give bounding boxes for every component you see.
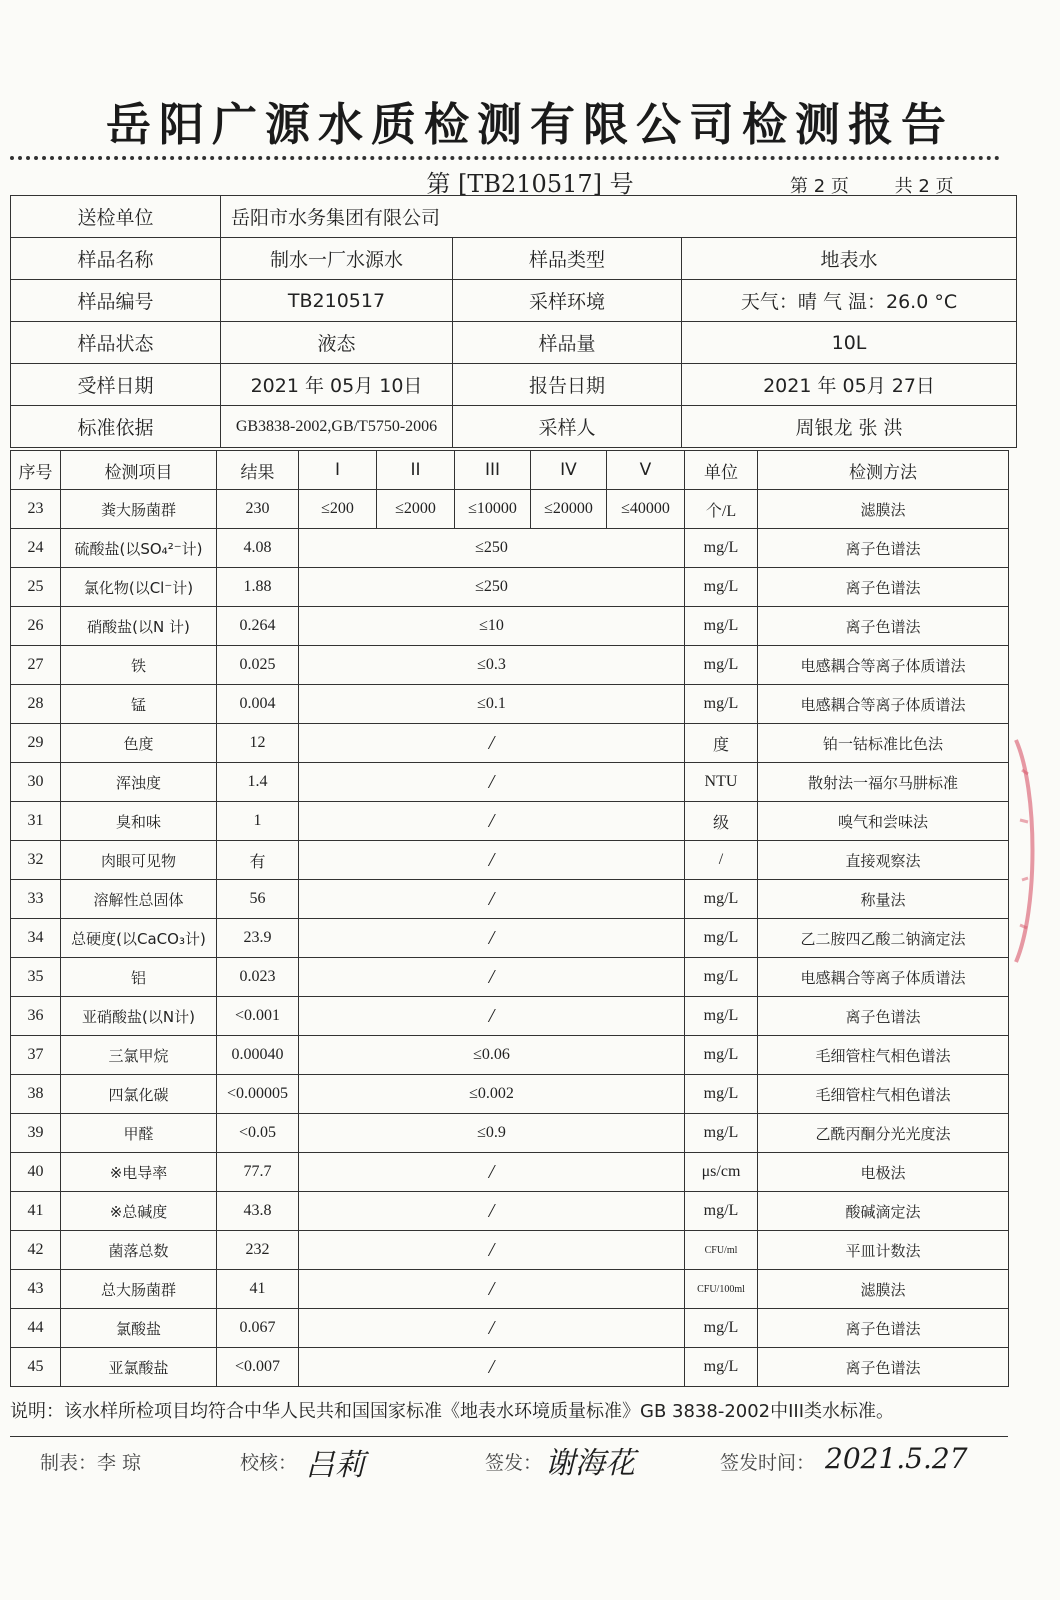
table-row (11, 529, 1009, 568)
row-result: 4.08 (217, 529, 299, 568)
table-row (11, 763, 1009, 802)
sampling-env-label: 采样环境 (453, 280, 682, 322)
row-unit: mg/L (685, 685, 758, 724)
table-row (11, 490, 1009, 529)
info-row-dates (11, 364, 1017, 406)
results-table (10, 450, 1009, 1387)
header-method: 检测方法 (758, 451, 1009, 490)
sample-type-value: 地表水 (682, 238, 1017, 280)
row-limit: / (299, 1231, 685, 1270)
sampling-env-value: 天气：晴 气 温：26.0 °C (682, 280, 1017, 322)
conclusion-note: 说明：该水样所检项目均符合中华人民共和国国家标准《地表水环境质量标准》GB 3838-2002中III类水标准。 (10, 1401, 895, 1422)
row-result: 77.7 (217, 1153, 299, 1192)
issue-time-label: 签发时间： (720, 1452, 816, 1474)
row-no: 40 (11, 1153, 61, 1192)
row-result: 0.004 (217, 685, 299, 724)
row-limit: / (299, 958, 685, 997)
row-result: 23.9 (217, 919, 299, 958)
row-unit: mg/L (685, 1192, 758, 1231)
header-result: 结果 (217, 451, 299, 490)
table-row (11, 1231, 1009, 1270)
title-divider (10, 156, 1000, 160)
row-limit: / (299, 841, 685, 880)
table-row (11, 724, 1009, 763)
row-item: 肉眼可见物 (61, 841, 217, 880)
row-limit: ≤0.1 (299, 685, 685, 724)
row-method: 离子色谱法 (758, 529, 1009, 568)
row-result: 12 (217, 724, 299, 763)
report-date-value: 2021 年 05月 27日 (682, 364, 1017, 406)
table-row (11, 1075, 1009, 1114)
table-row (11, 919, 1009, 958)
row-limit: ≤250 (299, 568, 685, 607)
row-result: <0.007 (217, 1348, 299, 1387)
header-class-5: V (607, 451, 685, 490)
unit-value: 岳阳市水务集团有限公司 (221, 196, 1017, 238)
row-no: 39 (11, 1114, 61, 1153)
seal-stamp-fragment (1008, 730, 1060, 970)
row-no: 26 (11, 607, 61, 646)
row-method: 散射法一福尔马肼标准 (758, 763, 1009, 802)
row-method: 称量法 (758, 880, 1009, 919)
row-result: 41 (217, 1270, 299, 1309)
table-row (11, 1270, 1009, 1309)
table-row (11, 1192, 1009, 1231)
row-item: 硫酸盐(以SO₄²⁻计) (61, 529, 217, 568)
table-row (11, 958, 1009, 997)
checked-by (240, 1448, 297, 1475)
row-no: 45 (11, 1348, 61, 1387)
info-row-code (11, 280, 1017, 322)
sample-state-value: 液态 (221, 322, 453, 364)
row-item: 亚硝酸盐(以N计) (61, 997, 217, 1036)
sample-amount-value: 10L (682, 322, 1017, 364)
sample-code-value: TB210517 (221, 280, 453, 322)
row-no: 37 (11, 1036, 61, 1075)
row-no: 23 (11, 490, 61, 529)
row-unit: mg/L (685, 919, 758, 958)
row-method: 电极法 (758, 1153, 1009, 1192)
row-item: ※电导率 (61, 1153, 217, 1192)
row-method: 铂一钴标准比色法 (758, 724, 1009, 763)
issued-label: 签发： (485, 1452, 543, 1474)
row-result: 0.067 (217, 1309, 299, 1348)
row-no: 31 (11, 802, 61, 841)
signature-divider (10, 1436, 1008, 1437)
row-result: 43.8 (217, 1192, 299, 1231)
row-item: 锰 (61, 685, 217, 724)
row-result: <0.001 (217, 997, 299, 1036)
row-result: 230 (217, 490, 299, 529)
row-no: 34 (11, 919, 61, 958)
row-limit-class-1: ≤200 (299, 490, 377, 529)
table-row (11, 1348, 1009, 1387)
sample-code-label: 样品编号 (11, 280, 221, 322)
prepared-by (40, 1448, 141, 1475)
prepared-label: 制表： (40, 1452, 98, 1474)
header-class-2: II (377, 451, 455, 490)
row-method: 乙二胺四乙酸二钠滴定法 (758, 919, 1009, 958)
row-method: 离子色谱法 (758, 1348, 1009, 1387)
receive-date-value: 2021 年 05月 10日 (221, 364, 453, 406)
info-row-name (11, 238, 1017, 280)
row-method: 电感耦合等离子体质谱法 (758, 646, 1009, 685)
standard-value: GB3838-2002,GB/T5750-2006 (221, 406, 453, 448)
table-row (11, 1114, 1009, 1153)
row-unit: 个/L (685, 490, 758, 529)
row-limit: / (299, 724, 685, 763)
row-limit: ≤0.3 (299, 646, 685, 685)
row-item: 溶解性总固体 (61, 880, 217, 919)
row-method: 离子色谱法 (758, 607, 1009, 646)
info-row-standard (11, 406, 1017, 448)
row-result: 0.025 (217, 646, 299, 685)
row-limit: / (299, 763, 685, 802)
report-number: 第 [TB210517] 号 (426, 170, 634, 198)
row-limit: / (299, 1348, 685, 1387)
row-unit: mg/L (685, 1348, 758, 1387)
header-item: 检测项目 (61, 451, 217, 490)
row-item: 三氯甲烷 (61, 1036, 217, 1075)
header-class-4: IV (531, 451, 607, 490)
row-no: 36 (11, 997, 61, 1036)
row-item: 四氯化碳 (61, 1075, 217, 1114)
row-no: 35 (11, 958, 61, 997)
row-item: 粪大肠菌群 (61, 490, 217, 529)
row-unit: mg/L (685, 880, 758, 919)
table-row (11, 841, 1009, 880)
issue-time-handwritten: 2021.5.27 (825, 1442, 968, 1475)
header-unit: 单位 (685, 451, 758, 490)
row-unit: mg/L (685, 1075, 758, 1114)
header-class-1: I (299, 451, 377, 490)
row-limit: / (299, 1192, 685, 1231)
header-class-3: III (455, 451, 531, 490)
row-item: 氯酸盐 (61, 1309, 217, 1348)
issue-time (720, 1448, 815, 1475)
table-row (11, 607, 1009, 646)
sample-info-table (10, 195, 1017, 448)
row-unit: CFU/ml (685, 1231, 758, 1270)
row-unit: mg/L (685, 607, 758, 646)
row-no: 28 (11, 685, 61, 724)
unit-label: 送检单位 (11, 196, 221, 238)
row-item: 亚氯酸盐 (61, 1348, 217, 1387)
sample-amount-label: 样品量 (453, 322, 682, 364)
sampler-label: 采样人 (453, 406, 682, 448)
report-date-label: 报告日期 (453, 364, 682, 406)
row-result: 1.88 (217, 568, 299, 607)
row-unit: CFU/100ml (685, 1270, 758, 1309)
table-row (11, 997, 1009, 1036)
row-limit: / (299, 919, 685, 958)
info-row-unit (11, 196, 1017, 238)
row-method: 嗅气和尝味法 (758, 802, 1009, 841)
row-unit: mg/L (685, 958, 758, 997)
row-limit-class-2: ≤2000 (377, 490, 455, 529)
row-limit: ≤0.002 (299, 1075, 685, 1114)
row-method: 离子色谱法 (758, 568, 1009, 607)
row-unit: μs/cm (685, 1153, 758, 1192)
row-item: 甲醛 (61, 1114, 217, 1153)
row-item: 硝酸盐(以N 计) (61, 607, 217, 646)
row-item: 浑浊度 (61, 763, 217, 802)
row-limit: / (299, 1270, 685, 1309)
table-row (11, 568, 1009, 607)
row-item: 氯化物(以Cl⁻计) (61, 568, 217, 607)
row-no: 32 (11, 841, 61, 880)
row-item: 铝 (61, 958, 217, 997)
row-no: 33 (11, 880, 61, 919)
page-current: 第 2 页 (790, 176, 849, 197)
row-limit: ≤250 (299, 529, 685, 568)
row-method: 毛细管柱气相色谱法 (758, 1075, 1009, 1114)
issuer-signature: 谢海花 (545, 1446, 635, 1481)
row-result: 0.00040 (217, 1036, 299, 1075)
row-no: 44 (11, 1309, 61, 1348)
row-method: 毛细管柱气相色谱法 (758, 1036, 1009, 1075)
row-no: 30 (11, 763, 61, 802)
sample-type-label: 样品类型 (453, 238, 682, 280)
row-method: 滤膜法 (758, 490, 1009, 529)
header-no: 序号 (11, 451, 61, 490)
sample-state-label: 样品状态 (11, 322, 221, 364)
issued-by (485, 1448, 542, 1475)
row-unit: mg/L (685, 1114, 758, 1153)
row-item: 色度 (61, 724, 217, 763)
row-result: <0.00005 (217, 1075, 299, 1114)
results-header-row (11, 451, 1009, 490)
row-limit: ≤0.06 (299, 1036, 685, 1075)
row-item: 臭和味 (61, 802, 217, 841)
row-limit: ≤0.9 (299, 1114, 685, 1153)
row-unit: mg/L (685, 1036, 758, 1075)
row-method: 滤膜法 (758, 1270, 1009, 1309)
row-limit: / (299, 997, 685, 1036)
row-method: 电感耦合等离子体质谱法 (758, 685, 1009, 724)
row-limit: / (299, 880, 685, 919)
row-limit: / (299, 1153, 685, 1192)
checker-signature: 吕莉 (305, 1448, 365, 1483)
sampler-value: 周银龙 张 洪 (682, 406, 1017, 448)
row-limit: / (299, 802, 685, 841)
row-no: 24 (11, 529, 61, 568)
row-no: 25 (11, 568, 61, 607)
table-row (11, 802, 1009, 841)
row-result: 1 (217, 802, 299, 841)
table-row (11, 685, 1009, 724)
row-unit: mg/L (685, 646, 758, 685)
row-result: 56 (217, 880, 299, 919)
row-method: 乙酰丙酮分光光度法 (758, 1114, 1009, 1153)
row-item: 总硬度(以CaCO₃计) (61, 919, 217, 958)
row-method: 离子色谱法 (758, 997, 1009, 1036)
row-result: 1.4 (217, 763, 299, 802)
row-unit: 度 (685, 724, 758, 763)
receive-date-label: 受样日期 (11, 364, 221, 406)
row-unit: / (685, 841, 758, 880)
row-no: 41 (11, 1192, 61, 1231)
row-method: 电感耦合等离子体质谱法 (758, 958, 1009, 997)
table-row (11, 1153, 1009, 1192)
table-row (11, 1036, 1009, 1075)
standard-label: 标准依据 (11, 406, 221, 448)
row-limit-class-4: ≤20000 (531, 490, 607, 529)
checked-label: 校核： (240, 1452, 298, 1474)
row-item: 总大肠菌群 (61, 1270, 217, 1309)
sample-name-label: 样品名称 (11, 238, 221, 280)
page-total: 共 2 页 (894, 176, 954, 197)
row-result: 0.023 (217, 958, 299, 997)
row-item: 菌落总数 (61, 1231, 217, 1270)
table-row (11, 880, 1009, 919)
row-method: 离子色谱法 (758, 1309, 1009, 1348)
row-unit: NTU (685, 763, 758, 802)
row-method: 直接观察法 (758, 841, 1009, 880)
row-unit: mg/L (685, 997, 758, 1036)
row-no: 38 (11, 1075, 61, 1114)
row-result: <0.05 (217, 1114, 299, 1153)
row-unit: mg/L (685, 568, 758, 607)
row-limit-class-5: ≤40000 (607, 490, 685, 529)
row-result: 232 (217, 1231, 299, 1270)
row-limit-class-3: ≤10000 (455, 490, 531, 529)
row-limit: / (299, 1309, 685, 1348)
row-method: 酸碱滴定法 (758, 1192, 1009, 1231)
row-method: 平皿计数法 (758, 1231, 1009, 1270)
row-item: ※总碱度 (61, 1192, 217, 1231)
row-unit: mg/L (685, 1309, 758, 1348)
row-no: 29 (11, 724, 61, 763)
row-result: 有 (217, 841, 299, 880)
row-no: 43 (11, 1270, 61, 1309)
sample-name-value: 制水一厂水源水 (221, 238, 453, 280)
row-no: 27 (11, 646, 61, 685)
row-unit: 级 (685, 802, 758, 841)
prepared-value: 李 琼 (97, 1452, 142, 1474)
row-no: 42 (11, 1231, 61, 1270)
row-unit: mg/L (685, 529, 758, 568)
table-row (11, 646, 1009, 685)
row-item: 铁 (61, 646, 217, 685)
table-row (11, 1309, 1009, 1348)
report-title: 岳阳广源水质检测有限公司检测报告 (105, 98, 954, 151)
row-limit: ≤10 (299, 607, 685, 646)
row-result: 0.264 (217, 607, 299, 646)
info-row-state (11, 322, 1017, 364)
